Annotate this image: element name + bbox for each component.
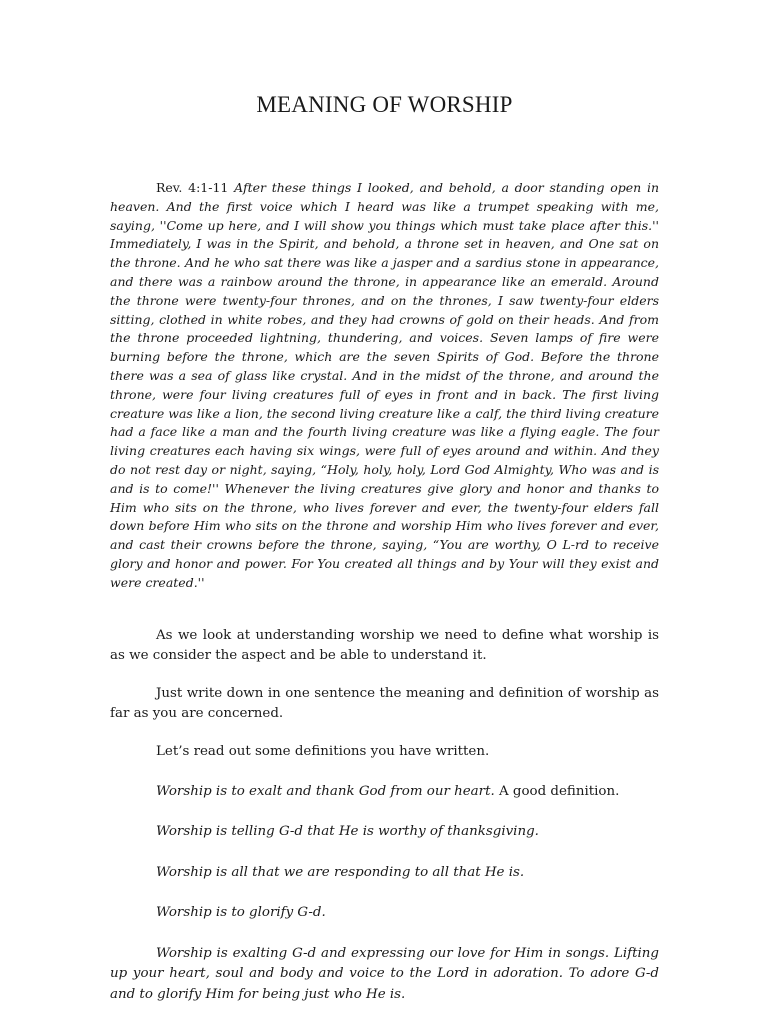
definition-item: Worship is all that we are responding to all that He is. bbox=[156, 864, 525, 880]
definition-item: Worship is exalting G-d and expressing our love for Him in songs. Lifting up your heart, soul and body and voice to the Lord in adoration. To adore G-d and to glorify Him for being just who He is. bbox=[110, 945, 659, 1002]
scripture-text: After these things I looked, and behold, a door standing open in heaven. And the first voice which I heard was like a trumpet speaking with me, saying, ''Come up here, and I will show you things which must take place after this.'' Immediately, I was in the Spirit, and behold, a throne set in heaven, and One sat on the throne. And he who sat there was like a jasper and a sardius stone in appearance, and there was a rainbow around the throne, in appearance like an emerald. Around the throne were twenty-four thrones, and on the thrones, I saw twenty-four elders sitting, clothed in white robes, and they had crowns of gold on their heads. And from the throne proceeded lightning, thundering, and voices. Seven lamps of fire were burning before the throne, which are the seven Spirits of God. Before the throne there was a sea of glass like crystal. And in the midst of the throne, and around the throne, were four living creatures full of eyes in front and in back. The first living creature was like a lion, the second living creature like a calf, the third living creature had a face like a man and the fourth living creature was like a flying eagle. The four living creatures each having six wings, were full of eyes around and within. And they do not rest day or night, saying, “Holy, holy, holy, Lord God Almighty, Who was and is and is to come!'' Whenever the living creatures give glory and honor and thanks to Him who sits on the throne, who lives forever and ever, the twenty-four elders fall down before Him who sits on the throne and worship Him who lives forever and ever, and cast their crowns before the throne, saying, “You are worthy, O L-rd to receive glory and honor and power. For You created all things and by Your will they exist and were created.'' bbox=[110, 180, 659, 590]
definition-comment: A good definition. bbox=[494, 784, 620, 800]
paragraph-read-definitions: Let’s read out some definitions you have written. bbox=[156, 743, 490, 759]
paragraph-define-worship: As we look at understanding worship we need to define what worship is as we consider the aspect and be able to understand it. bbox=[110, 628, 659, 664]
paragraph-write-definition: Just write down in one sentence the meaning and definition of worship as far as you are concerned. bbox=[110, 685, 659, 722]
body-text bbox=[110, 626, 659, 1022]
definition-item bbox=[110, 782, 659, 802]
scripture-reference: Rev. 4:1-11 bbox=[156, 180, 229, 195]
scripture-passage bbox=[110, 179, 659, 593]
definition-item: Worship is to glorify G-d. bbox=[156, 905, 326, 921]
definition-text: Worship is to exalt and thank God from our heart. bbox=[156, 784, 495, 800]
definition-item: Worship is telling G-d that He is worthy of thanksgiving. bbox=[156, 824, 539, 840]
page-title: MEANING OF WORSHIP bbox=[256, 92, 513, 117]
